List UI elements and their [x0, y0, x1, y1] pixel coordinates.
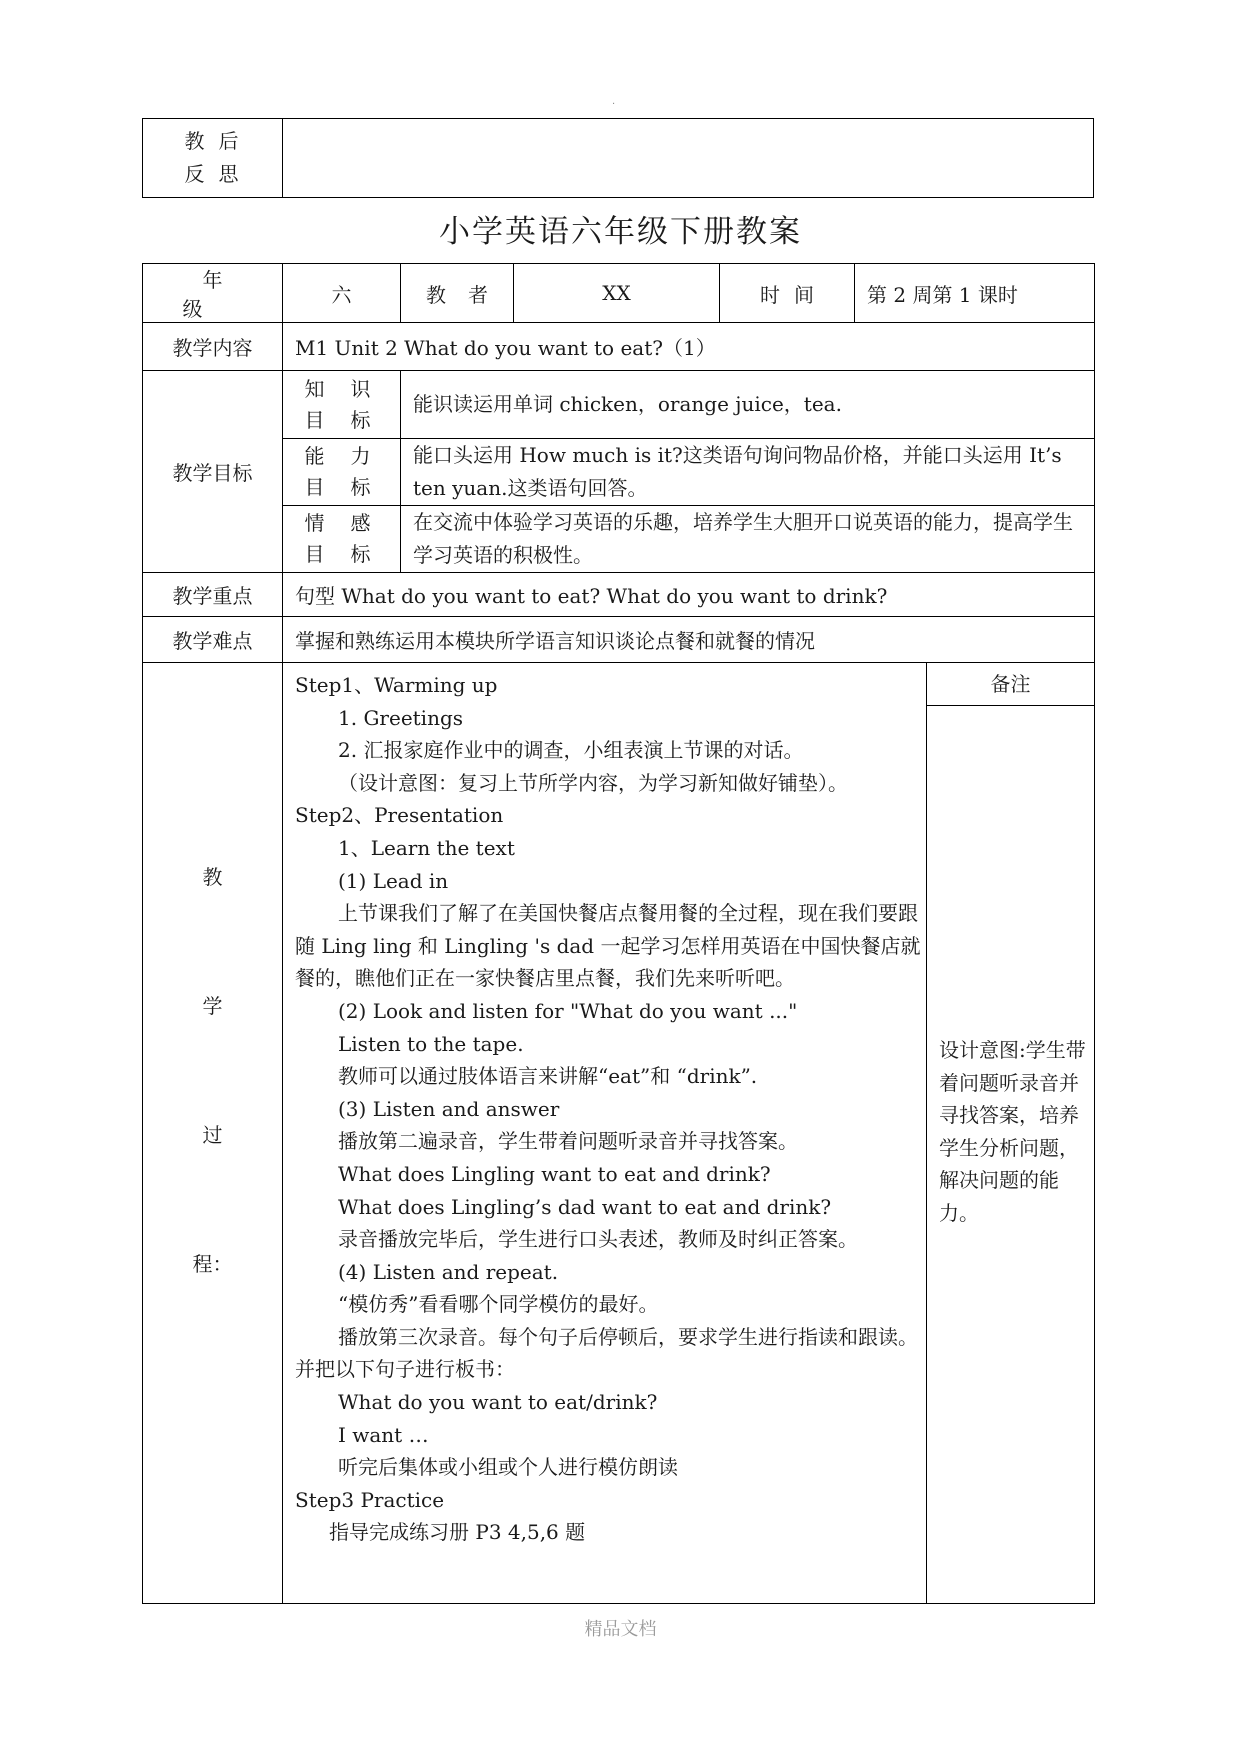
process-line: 1、Learn the text	[338, 835, 515, 860]
content-label: 教学内容	[143, 323, 283, 371]
process-line: (4) Listen and repeat.	[338, 1259, 559, 1284]
process-line: 指导完成练习册 P3 4,5,6 题	[329, 1520, 586, 1545]
footer-watermark: 精品文档	[584, 1619, 657, 1640]
time-value: 第 2 周第 1 课时	[855, 264, 1095, 323]
process-line: (2) Look and listen for "What do you want ..."	[338, 998, 798, 1023]
grade-label: 年级	[143, 264, 283, 323]
process-line: 上节课我们了解了在美国快餐店点餐用餐的全过程，现在我们要跟	[338, 901, 918, 926]
emotion-goal-label	[283, 506, 401, 573]
ability-goal-text: 能口头运用 How much is it?这类语句询问物品价格，并能口头运用 It’s ten yuan.这类语句回答。	[401, 439, 1095, 506]
remark-column	[927, 663, 1095, 1604]
knowledge-goal-label	[283, 371, 401, 439]
process-line: 餐的，瞧他们正在一家快餐店里点餐，我们先来听听吧。	[295, 966, 795, 991]
process-line: What does Lingling want to eat and drink?	[338, 1161, 771, 1186]
content-value: M1 Unit 2 What do you want to eat?（1）	[283, 323, 1095, 371]
process-label-char-2: 学	[202, 994, 223, 1018]
page-title: 小学英语六年级下册教案	[439, 214, 802, 250]
process-label-char-3: 过	[202, 1123, 223, 1147]
grade-value: 六	[283, 264, 401, 323]
reflection-table	[142, 118, 1094, 198]
process-line: I want …	[338, 1422, 429, 1447]
time-label: 时间	[720, 264, 855, 323]
ability-goal-label	[283, 439, 401, 506]
ability-goal-label-line1: 能力	[304, 444, 397, 468]
top-dot: .	[612, 96, 616, 107]
process-line: “模仿秀”看看哪个同学模仿的最好。	[338, 1292, 659, 1317]
difficulty-value: 掌握和熟练运用本模块所学语言知识谈论点餐和就餐的情况	[283, 617, 1095, 663]
process-label-char-1: 教	[202, 865, 223, 889]
remark-text: 设计意图:学生带着问题听录音并寻找答案，培养学生分析问题，解决问题的能力。	[939, 1038, 1086, 1225]
emotion-goal-label-line1: 情感	[304, 511, 397, 535]
process-line: 录音播放完毕后，学生进行口头表述，教师及时纠正答案。	[338, 1227, 858, 1252]
key-point-value: 句型 What do you want to eat? What do you want to drink?	[283, 573, 1095, 617]
remark-header: 备注	[927, 663, 1094, 706]
process-label	[143, 663, 283, 1604]
process-line: 教师可以通过肢体语言来讲解“eat”和 “drink”.	[338, 1064, 758, 1089]
difficulty-label: 教学难点	[143, 617, 283, 663]
process-lines	[295, 669, 921, 1549]
goals-label: 教学目标	[143, 371, 283, 573]
key-point-label: 教学重点	[143, 573, 283, 617]
process-line: Step1、Warming up	[295, 673, 498, 697]
teacher-label: 教者	[401, 264, 514, 323]
process-line: Listen to the tape.	[338, 1031, 524, 1056]
knowledge-goal-label-line2: 目标	[304, 407, 397, 432]
reflection-content[interactable]	[283, 119, 1094, 198]
process-line: (3) Listen and answer	[338, 1096, 560, 1121]
process-line: 播放第三次录音。每个句子后停顿后，要求学生进行指读和跟读。	[338, 1324, 918, 1349]
emotion-goal-label-line2: 目标	[304, 542, 397, 566]
teacher-value: XX	[514, 264, 720, 323]
emotion-goal-text: 在交流中体验学习英语的乐趣，培养学生大胆开口说英语的能力，提高学生学习英语的积极性。	[401, 506, 1095, 573]
process-line: （设计意图：复习上节所学内容，为学习新知做好铺垫）。	[338, 770, 848, 795]
process-line: 1. Greetings	[338, 705, 464, 730]
lesson-plan-table	[142, 263, 1095, 1604]
reflection-label	[143, 119, 283, 198]
process-line: What does Lingling’s dad want to eat and drink?	[338, 1194, 832, 1219]
process-label-char-4: 程：	[192, 1252, 233, 1276]
process-line: 播放第二遍录音，学生带着问题听录音并寻找答案。	[338, 1129, 798, 1154]
process-line: 2. 汇报家庭作业中的调查，小组表演上节课的对话。	[338, 738, 804, 763]
ability-goal-label-line2: 目标	[304, 475, 397, 499]
process-line: Step2、Presentation	[295, 803, 504, 828]
process-body	[283, 663, 927, 1604]
process-line: 听完后集体或小组或个人进行模仿朗读	[338, 1455, 678, 1480]
knowledge-goal-text: 能识读运用单词 chicken，orange juice，tea.	[401, 371, 1095, 439]
process-line: (1) Lead in	[338, 868, 449, 893]
process-line: What do you want to eat/drink?	[338, 1390, 658, 1415]
process-line: Step3 Practice	[295, 1487, 445, 1512]
reflection-label-line2: 反思	[184, 162, 253, 186]
process-line: 并把以下句子进行板书：	[295, 1357, 515, 1382]
process-line: 随 Ling ling 和 Lingling 's dad 一起学习怎样用英语在中国快餐店就	[295, 933, 921, 958]
knowledge-goal-label-line1: 知识	[304, 376, 397, 401]
reflection-label-line1: 教后	[184, 129, 253, 153]
